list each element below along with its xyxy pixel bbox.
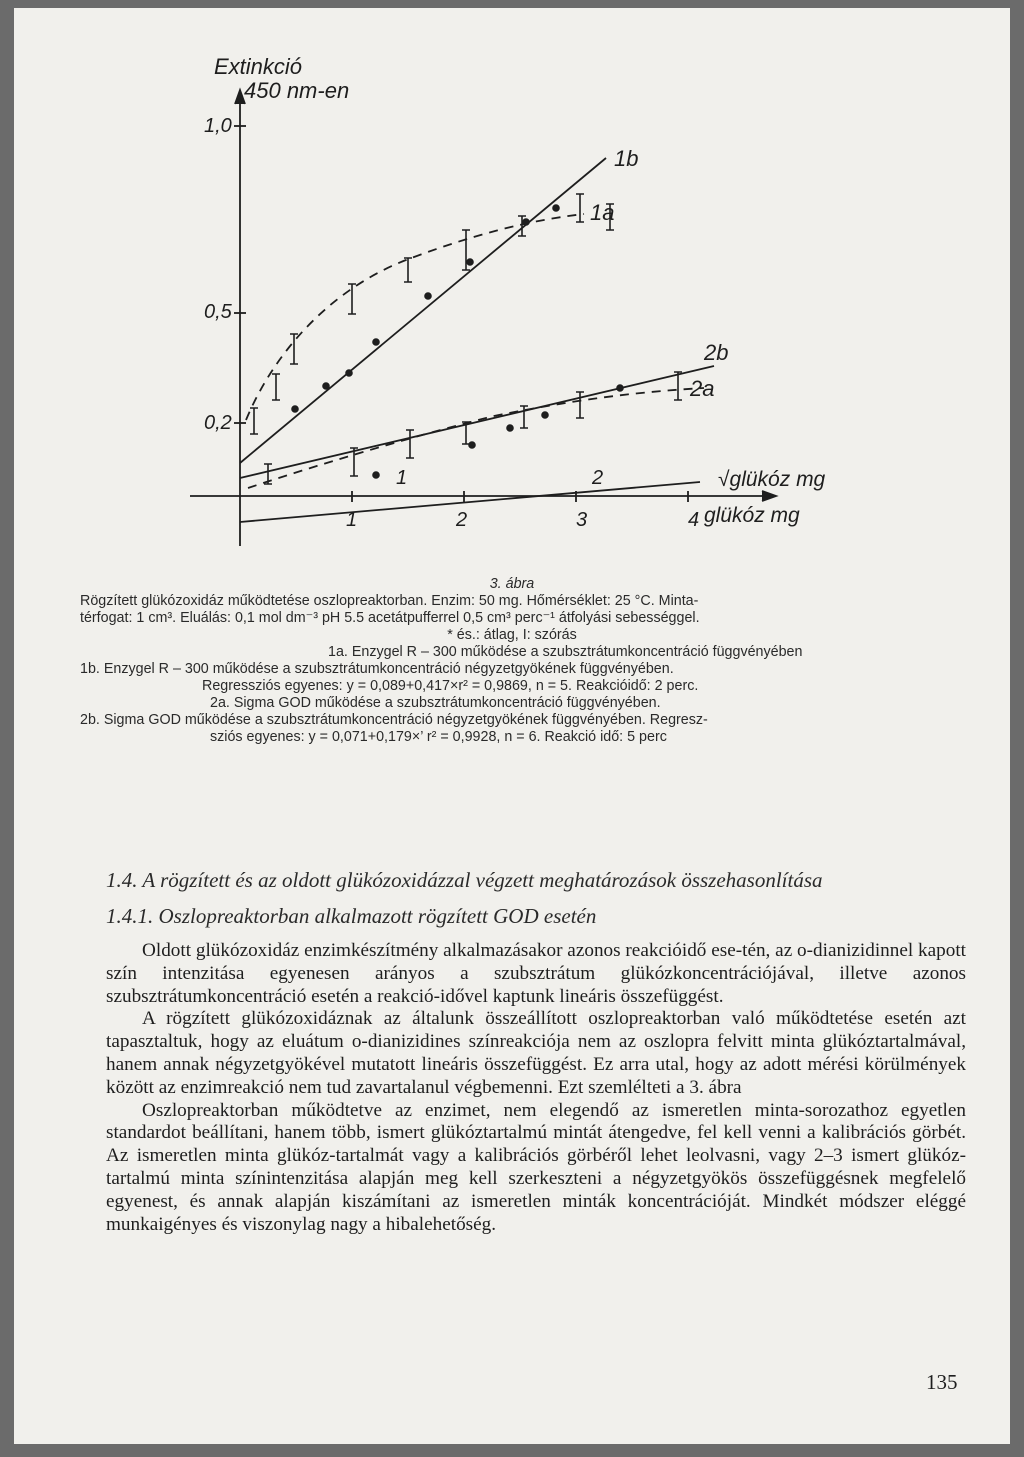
caption-line: 1b. Enzygel R – 300 működése a szubsztrátumkoncentráció négyzetgyökének függvényében.: [80, 661, 674, 677]
error-bar: [404, 258, 412, 282]
caption-line: * és.: átlag, I: szórás: [447, 627, 577, 643]
series-label-1b: 1b: [614, 146, 639, 171]
x-tick-label: 1: [346, 509, 358, 531]
x-axis-label: glükóz mg: [704, 504, 800, 527]
caption-line: Rögzített glükózoxidáz működtetése oszlopreaktorban. Enzim: 50 mg. Hőmérséklet: 25 °C. Minta-: [80, 593, 699, 609]
page-number: 135: [926, 1370, 958, 1394]
baseline-sqrt-line: [240, 482, 700, 522]
x-axis-sqrt-label: √glükóz mg: [718, 468, 826, 491]
error-bar: [348, 284, 356, 314]
y-axis-title: Extinkció: [214, 54, 303, 79]
error-bar: [406, 430, 414, 458]
error-bar: [576, 194, 584, 222]
series-2a-curve: [248, 388, 704, 488]
paragraph: A rögzített glükózoxidáznak az általunk összeállított oszlopreaktorban való működtetése esetén azt tapasztaltuk, hogy az eluátum o-dianizidines színreakciója nem az oszlopra felvitt minta glükóztartalmával, hanem annak négyzetgyökével mutatott lineáris összefüggést. Ez arra utal, hogy az adott mérési körülmények között az enzimreakció nem tud zavartalanul végbemenni. Ezt szemlélteti a 3. ábra: [106, 1008, 966, 1098]
series-label-1a: 1a: [590, 200, 615, 225]
book-page: [14, 8, 1010, 1444]
subsection-heading: 1.4.1. Oszlopreaktorban alkalmazott rögzített GOD esetén: [106, 904, 597, 928]
data-point: [523, 219, 529, 225]
x-sqrt-tick-label: 2: [592, 467, 604, 489]
paragraph: Oszlopreaktorban működtetve az enzimet, nem elegendő az ismeretlen minta-sorozathoz egyetlen standardot beállítani, hanem több, ismert glükóztartalmú mintát átengedve, fel kell venni a kalibrációs görbét. Az ismeretlen minta glükóz-tartalmát vagy a kalibrációs görbéről lehet leolvasni, vagy 2–3 ismert glükóz-tartalmú minta színintenzitása alapján meg kell szerkeszteni a négyzetgyökös összefüggésnek megfelelő egyenest, és annak alapján kiszámítani az ismeretlen minták koncentrációját. Mindkét módszer eléggé munkaigényes és viszonylag nagy a hibalehetőség.: [106, 1099, 966, 1235]
section-heading: 1.4. A rögzített és az oldott glükózoxidázzal végzett meghatározások összehasonlítása: [106, 868, 823, 892]
figure-3-chart: [14, 8, 1010, 568]
data-point: [373, 472, 379, 478]
x-tick-label: 3: [576, 509, 588, 531]
data-point: [346, 370, 352, 376]
data-point: [617, 385, 623, 391]
data-point: [373, 339, 379, 345]
data-point: [425, 293, 431, 299]
data-point: [542, 412, 548, 418]
caption-line: Regressziós egyenes: y = 0,089+0,417×r² = 0,9869, n = 5. Reakcióidő: 2 perc.: [202, 678, 699, 694]
error-bar: [576, 392, 584, 418]
data-point: [292, 406, 298, 412]
body-text: [106, 940, 966, 1236]
error-bar: [250, 408, 258, 434]
data-point: [469, 442, 475, 448]
data-point: [553, 205, 559, 211]
x-tick-label: 2: [456, 509, 468, 531]
data-point: [323, 383, 329, 389]
caption-line: 2b. Sigma GOD működése a szubsztrátumkoncentráció négyzetgyökének függvényében. Regresz-: [80, 712, 708, 728]
paragraph: Oldott glükózoxidáz enzimkészítmény alkalmazásakor azonos reakcióidő ese-tén, az o-dianizidinnel kapott szín intenzitása egyenesen arányos a szubsztrátum glükózkoncentrációjával, illetve azonos szubsztrátumkoncentráció esetén a reakció-idővel kaptunk lineáris összefüggést.: [106, 940, 966, 1007]
caption-title: 3. ábra: [489, 576, 535, 592]
error-bar: [674, 372, 682, 400]
y-axis-unit: 450 nm-en: [244, 78, 350, 103]
x-sqrt-tick-label: 1: [396, 467, 408, 489]
series-label-2a: 2a: [690, 376, 715, 401]
caption-line: térfogat: 1 cm³. Eluálás: 0,1 mol dm⁻³ pH 5.5 acetátpufferrel 0,5 cm³ perc⁻¹ átfolyási sebességgel.: [80, 610, 700, 626]
caption-line: sziós egyenes: y = 0,071+0,179×’ r² = 0,9928, n = 6. Reakció idő: 5 perc: [210, 729, 667, 745]
series-2b-line: [240, 366, 714, 478]
caption-line: 1a. Enzygel R – 300 működése a szubsztrátumkoncentráció függvényében: [328, 644, 803, 660]
y-tick-label: 0,2: [204, 412, 232, 434]
data-point: [507, 425, 513, 431]
series-1b-line: [240, 158, 606, 463]
series-label-2b: 2b: [704, 340, 729, 365]
data-point: [467, 259, 473, 265]
y-tick-label: 0,5: [204, 301, 232, 323]
y-tick-label: 1,0: [204, 115, 232, 137]
x-tick-label: 4: [688, 509, 700, 531]
error-bar: [272, 374, 280, 400]
caption-line: 2a. Sigma GOD működése a szubsztrátumkoncentráció függvényében.: [210, 695, 661, 711]
x-axis-arrow: [762, 491, 776, 501]
